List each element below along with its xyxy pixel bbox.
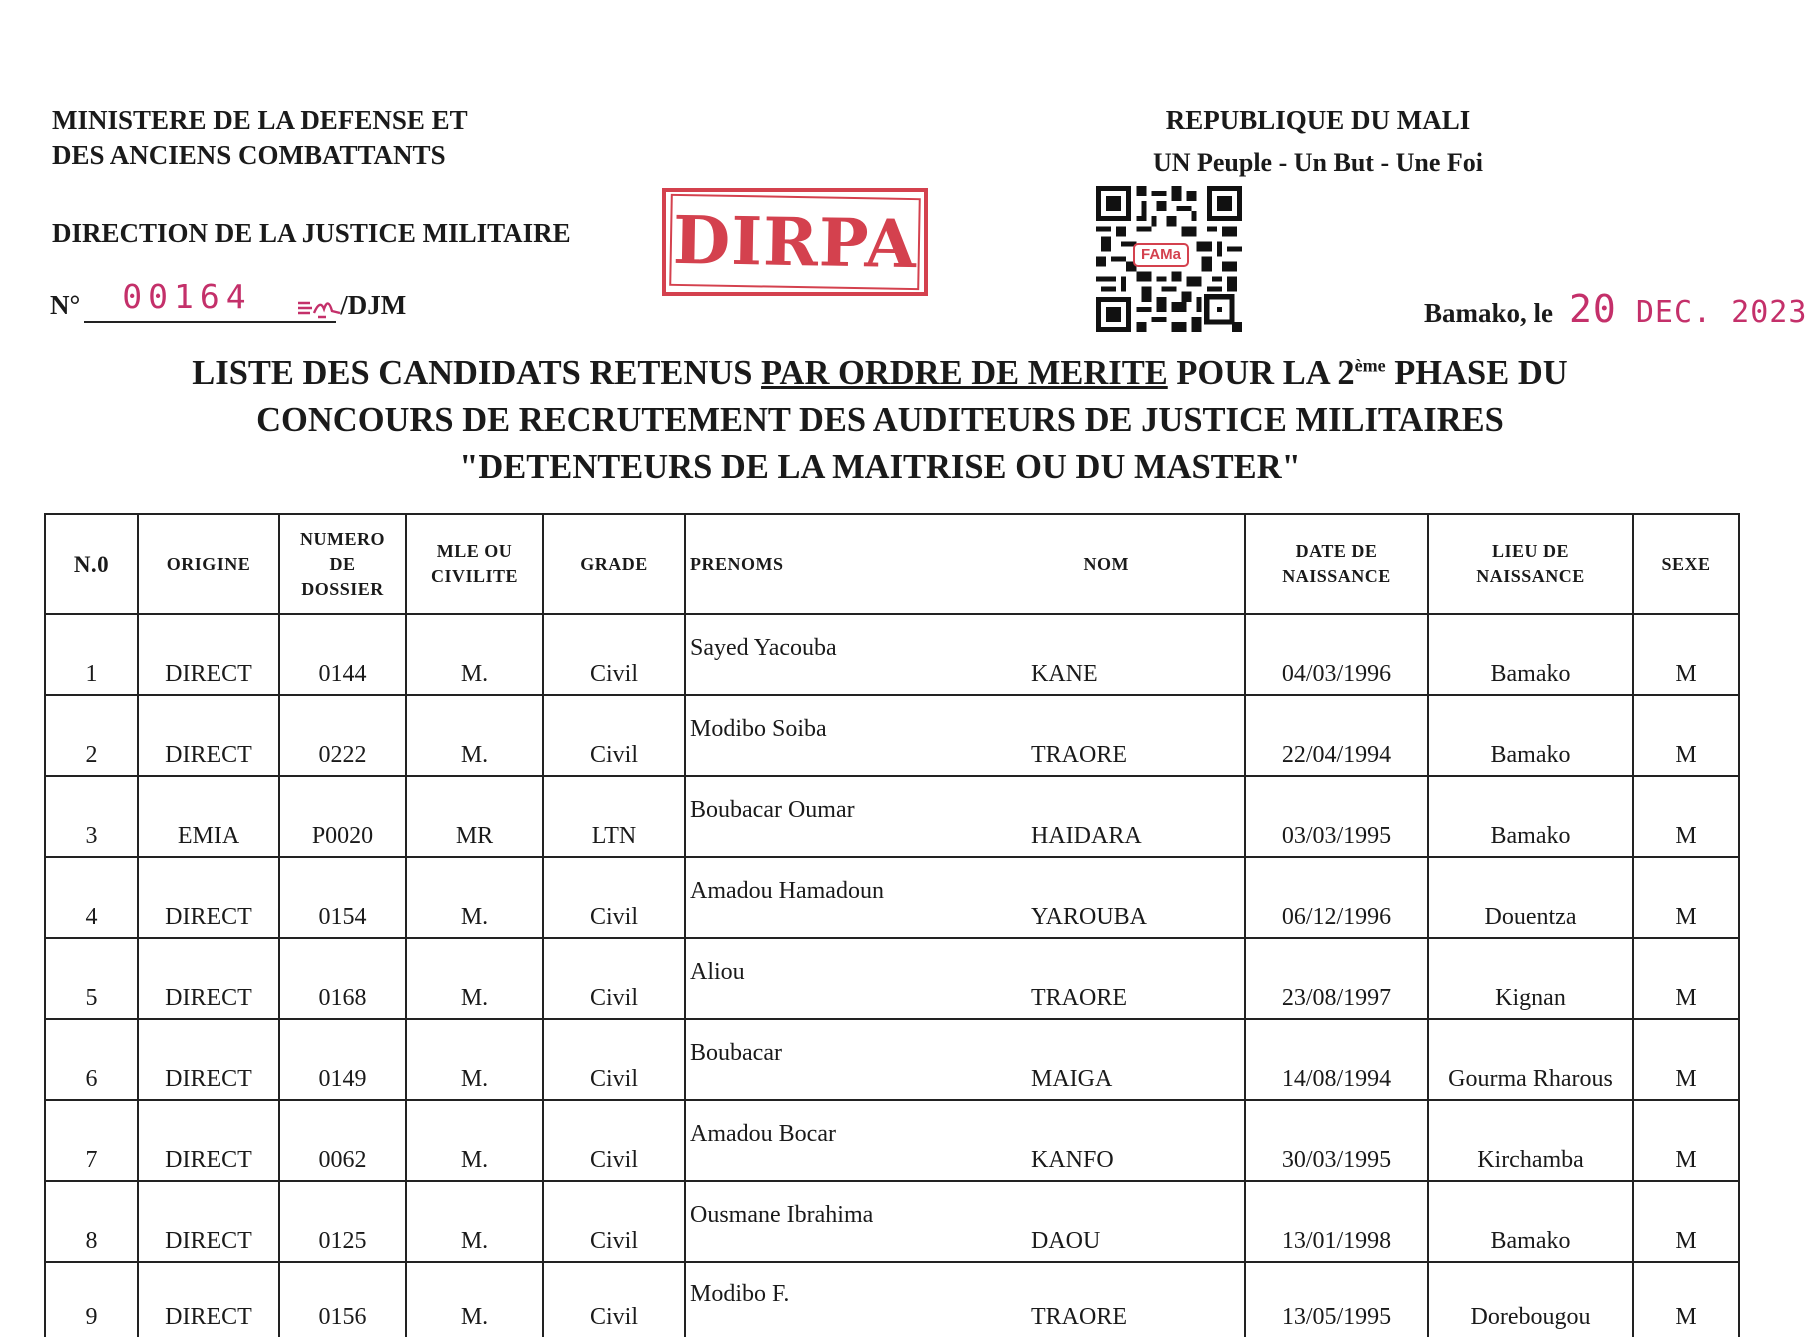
cell-lieu-naissance: Bamako: [1428, 614, 1633, 695]
cell-number: 4: [45, 857, 138, 938]
cell-origine: DIRECT: [138, 938, 279, 1019]
cell-nom: HAIDARA: [1025, 776, 1245, 857]
cell-date-naissance: 13/05/1995: [1245, 1262, 1428, 1337]
cell-prenoms: Modibo F.: [685, 1262, 1025, 1337]
ministry-name: [52, 103, 468, 173]
title-line-1-a: LISTE DES CANDIDATS RETENUS: [192, 354, 762, 392]
cell-civilite: M.: [406, 695, 543, 776]
table-row: [45, 1262, 1739, 1337]
place-label: Bamako, le: [1424, 298, 1554, 328]
republic-block: [1153, 103, 1483, 180]
table-row: [45, 938, 1739, 1019]
cell-prenoms: Boubacar Oumar: [685, 776, 1025, 857]
cell-dossier: 0144: [279, 614, 406, 695]
cell-civilite: M.: [406, 1262, 543, 1337]
title-line-3: "DETENTEURS DE LA MAITRISE OU DU MASTER": [459, 448, 1301, 486]
header-grade: GRADE: [543, 514, 685, 614]
cell-number: 5: [45, 938, 138, 1019]
cell-prenoms: Ousmane Ibrahima: [685, 1181, 1025, 1262]
header-numero-1: NUMERO: [300, 528, 385, 549]
cell-origine: DIRECT: [138, 1019, 279, 1100]
cell-origine: EMIA: [138, 776, 279, 857]
cell-grade: Civil: [543, 857, 685, 938]
cell-sexe: M: [1633, 938, 1739, 1019]
cell-prenoms: Sayed Yacouba: [685, 614, 1025, 695]
cell-date-naissance: 13/01/1998: [1245, 1181, 1428, 1262]
cell-civilite: M.: [406, 1019, 543, 1100]
cell-nom: YAROUBA: [1025, 857, 1245, 938]
cell-dossier: 0062: [279, 1100, 406, 1181]
cell-number: 7: [45, 1100, 138, 1181]
document-title: [90, 350, 1670, 491]
cell-date-naissance: 14/08/1994: [1245, 1019, 1428, 1100]
date-day: 20: [1569, 287, 1617, 331]
table-row: [45, 1019, 1739, 1100]
cell-lieu-naissance: Gourma Rharous: [1428, 1019, 1633, 1100]
cell-prenoms: Aliou: [685, 938, 1025, 1019]
dirpa-stamp: [662, 188, 928, 296]
cell-prenoms: Boubacar: [685, 1019, 1025, 1100]
header-lieu-2: NAISSANCE: [1476, 566, 1585, 586]
header-n0: N.0: [45, 514, 138, 614]
candidates-table: [44, 513, 1740, 1337]
cell-grade: Civil: [543, 695, 685, 776]
cell-civilite: M.: [406, 1100, 543, 1181]
number-stamp: 00164: [122, 277, 252, 317]
reference-number: [50, 277, 407, 323]
cell-civilite: M.: [406, 938, 543, 1019]
table-row: [45, 1181, 1739, 1262]
direction-name: DIRECTION DE LA JUSTICE MILITAIRE: [52, 218, 571, 248]
cell-grade: Civil: [543, 1100, 685, 1181]
cell-prenoms: Modibo Soiba: [685, 695, 1025, 776]
place-date: [1424, 285, 1807, 334]
table-row: [45, 776, 1739, 857]
cell-nom: KANFO: [1025, 1100, 1245, 1181]
cell-number: 9: [45, 1262, 138, 1337]
title-superscript: ème: [1354, 355, 1386, 376]
cell-number: 2: [45, 695, 138, 776]
cell-lieu-naissance: Kirchamba: [1428, 1100, 1633, 1181]
header-row: [45, 514, 1739, 614]
cell-sexe: M: [1633, 614, 1739, 695]
title-line-1-b: POUR LA 2: [1167, 354, 1355, 392]
header-lieu-1: LIEU DE: [1491, 541, 1570, 561]
header-mle-civilite: [406, 514, 543, 614]
table-row: [45, 1100, 1739, 1181]
header-prenoms-nom: [685, 514, 1245, 614]
header-date-1: DATE DE: [1295, 541, 1378, 561]
cell-sexe: M: [1633, 695, 1739, 776]
cell-lieu-naissance: Dorebougou: [1428, 1262, 1633, 1337]
cell-nom: KANE: [1025, 614, 1245, 695]
cell-sexe: M: [1633, 1181, 1739, 1262]
header-nom: NOM: [1083, 553, 1129, 574]
header-prenoms: PRENOMS: [690, 553, 784, 574]
cell-dossier: 0154: [279, 857, 406, 938]
cell-dossier: 0222: [279, 695, 406, 776]
number-blank: [84, 277, 336, 323]
cell-origine: DIRECT: [138, 1262, 279, 1337]
cell-date-naissance: 06/12/1996: [1245, 857, 1428, 938]
cell-dossier: 0125: [279, 1181, 406, 1262]
cell-prenoms: Amadou Hamadoun: [685, 857, 1025, 938]
republic-name: REPUBLIQUE DU MALI: [1165, 105, 1471, 135]
cell-date-naissance: 03/03/1995: [1245, 776, 1428, 857]
header-mle-1: MLE OU: [436, 541, 513, 561]
cell-number: 8: [45, 1181, 138, 1262]
cell-lieu-naissance: Bamako: [1428, 1181, 1633, 1262]
cell-lieu-naissance: Kignan: [1428, 938, 1633, 1019]
cell-dossier: 0149: [279, 1019, 406, 1100]
cell-sexe: M: [1633, 857, 1739, 938]
cell-number: 6: [45, 1019, 138, 1100]
cell-grade: Civil: [543, 614, 685, 695]
header-numero-3: DOSSIER: [301, 578, 384, 599]
table-row: [45, 695, 1739, 776]
cell-origine: DIRECT: [138, 695, 279, 776]
cell-nom: TRAORE: [1025, 695, 1245, 776]
header-date-naissance: [1245, 514, 1428, 614]
table-row: [45, 857, 1739, 938]
cell-nom: DAOU: [1025, 1181, 1245, 1262]
cell-civilite: M.: [406, 1181, 543, 1262]
cell-lieu-naissance: Bamako: [1428, 695, 1633, 776]
cell-date-naissance: 23/08/1997: [1245, 938, 1428, 1019]
header-date-2: NAISSANCE: [1282, 566, 1391, 586]
cell-date-naissance: 30/03/1995: [1245, 1100, 1428, 1181]
header-numero-dossier: [279, 514, 406, 614]
cell-date-naissance: 04/03/1996: [1245, 614, 1428, 695]
dirpa-stamp-text: DIRPA: [669, 194, 921, 290]
cell-origine: DIRECT: [138, 857, 279, 938]
cell-number: 1: [45, 614, 138, 695]
cell-nom: TRAORE: [1025, 1262, 1245, 1337]
header-numero-2: DE: [329, 553, 356, 574]
national-motto: UN Peuple - Un But - Une Foi: [1152, 148, 1483, 178]
cell-sexe: M: [1633, 776, 1739, 857]
cell-origine: DIRECT: [138, 1181, 279, 1262]
header-origine: ORIGINE: [138, 514, 279, 614]
cell-civilite: MR: [406, 776, 543, 857]
cell-dossier: P0020: [279, 776, 406, 857]
title-line-1-c: PHASE DU: [1385, 354, 1568, 392]
title-line-2: CONCOURS DE RECRUTEMENT DES AUDITEURS DE JUSTICE MILITAIRES: [256, 401, 1504, 439]
cell-sexe: M: [1633, 1100, 1739, 1181]
table-row: [45, 614, 1739, 695]
header-mle-2: CIVILITE: [430, 566, 519, 586]
cell-sexe: M: [1633, 1019, 1739, 1100]
cell-nom: MAIGA: [1025, 1019, 1245, 1100]
cell-prenoms: Amadou Bocar: [685, 1100, 1025, 1181]
ministry-line-1: MINISTERE DE LA DEFENSE ET: [52, 105, 468, 135]
fama-badge: FAMa: [1133, 243, 1189, 267]
cell-dossier: 0156: [279, 1262, 406, 1337]
date-month-year: DEC. 2023: [1635, 295, 1807, 330]
cell-grade: Civil: [543, 1181, 685, 1262]
cell-grade: Civil: [543, 938, 685, 1019]
date-stamp: [1569, 285, 1807, 334]
cell-grade: LTN: [543, 776, 685, 857]
cell-lieu-naissance: Bamako: [1428, 776, 1633, 857]
cell-origine: DIRECT: [138, 614, 279, 695]
cell-origine: DIRECT: [138, 1100, 279, 1181]
cell-grade: Civil: [543, 1019, 685, 1100]
header-sexe: SEXE: [1633, 514, 1739, 614]
title-underlined: PAR ORDRE DE MERITE: [761, 354, 1168, 392]
title-line-1: [90, 350, 1670, 397]
cell-civilite: M.: [406, 857, 543, 938]
cell-dossier: 0168: [279, 938, 406, 1019]
header-lieu-naissance: [1428, 514, 1633, 614]
cell-civilite: M.: [406, 614, 543, 695]
cell-number: 3: [45, 776, 138, 857]
ministry-line-2: DES ANCIENS COMBATTANTS: [52, 140, 446, 171]
cell-grade: Civil: [543, 1262, 685, 1337]
number-ink-scribble: [296, 295, 342, 319]
cell-sexe: M: [1633, 1262, 1739, 1337]
number-suffix: /DJM: [340, 290, 407, 320]
number-prefix: N°: [50, 290, 81, 320]
cell-nom: TRAORE: [1025, 938, 1245, 1019]
cell-date-naissance: 22/04/1994: [1245, 695, 1428, 776]
cell-lieu-naissance: Douentza: [1428, 857, 1633, 938]
